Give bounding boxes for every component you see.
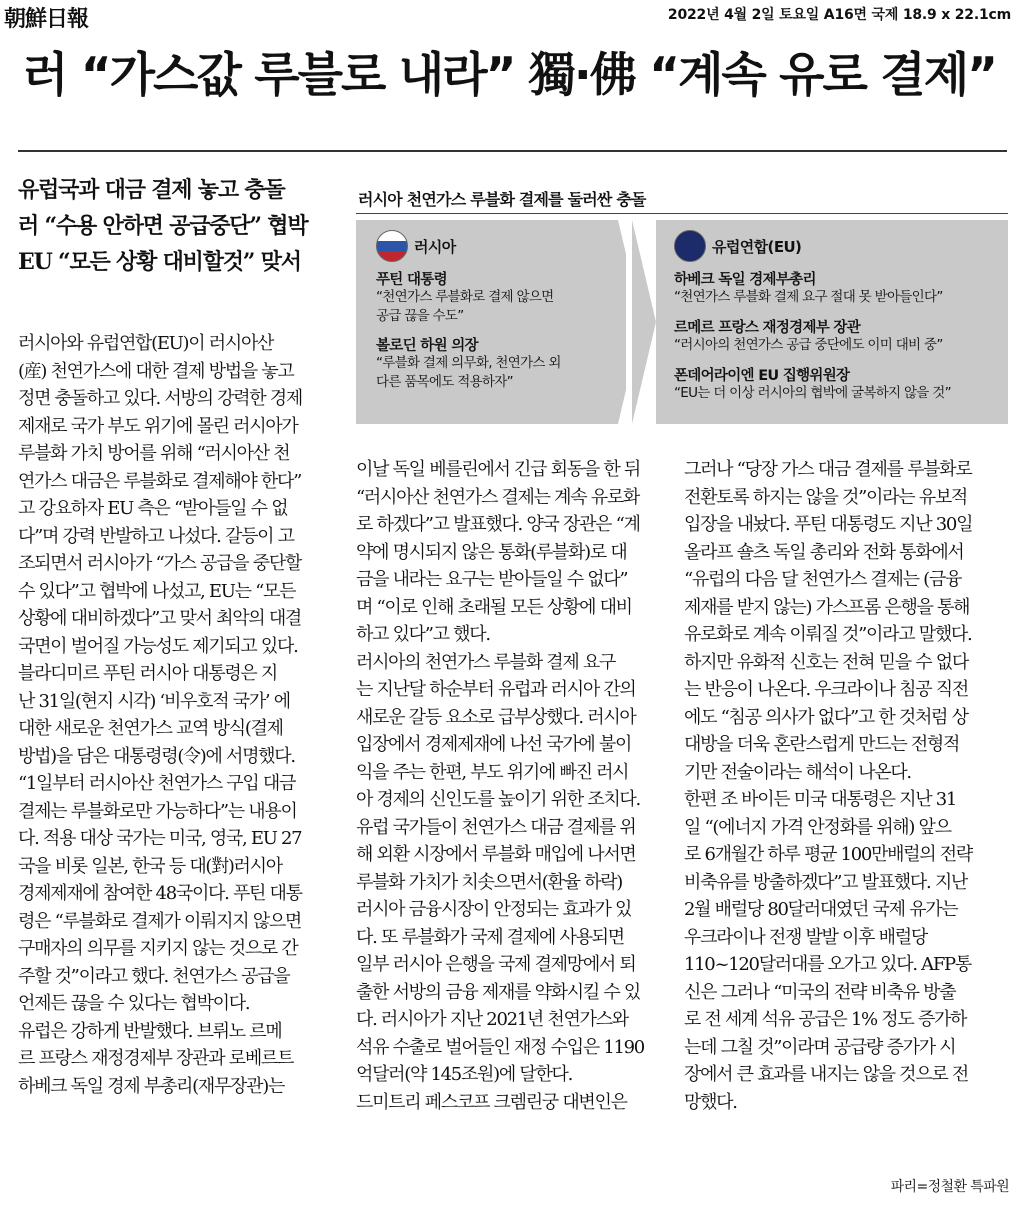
article-line: 르 프랑스 재정경제부 장관과 로베르트: [18, 1048, 294, 1069]
article-line: 신은 그러나 “미국의 전략 비축유 방출: [684, 981, 956, 1003]
byline: 파리=정철환 특파원: [890, 1179, 1009, 1195]
article-column-1: [18, 330, 302, 1100]
article-line: 우크라이나 전쟁 발발 이후 배럴당: [684, 926, 927, 948]
subheadings: [18, 172, 338, 280]
subhead-2: 러 “수용 안하면 공급중단” 협박: [18, 213, 308, 239]
article-line: 는 반응이 나온다. 우크라이나 침공 직전: [684, 679, 968, 700]
article-line: 에도 “침공 의사가 없다”고 한 것처럼 상: [684, 706, 968, 728]
article-line: 국면이 벌어질 가능성도 제기되고 있다.: [18, 635, 298, 657]
article-column-2: [356, 456, 644, 1116]
article-line: 입장을 내놨다. 푸틴 대통령도 지난 30일: [684, 514, 973, 535]
eu-header: [674, 230, 801, 262]
eu-label: 유럽연합(EU): [712, 237, 802, 256]
article-line: 상황에 대비하겠다”고 맞서 최악의 대결: [18, 608, 301, 629]
article-line: 석유 수출로 벌어들인 재정 수입은 1190: [356, 1036, 644, 1058]
article-line: 로 하겠다”고 발표했다. 양국 장관은 “계: [356, 514, 640, 535]
article-line: 난 31일(현지 시각) ‘비우호적 국가’ 에: [18, 690, 290, 712]
article-line: 망했다.: [684, 1091, 737, 1113]
article-line: 비축유를 방출하겠다”고 발표했다. 지난: [684, 871, 967, 893]
speaker-name: 폰데어라이엔 EU 집행위원장: [674, 368, 850, 384]
quote-line: “루블화 결제 의무화, 천연가스 외: [376, 355, 561, 371]
article-line: 수 있다”고 협박에 나섰고, EU는 “모든: [18, 580, 296, 602]
article-line: 해 외환 시장에서 루블화 매입에 나서면: [356, 844, 636, 865]
graphic-title: 러시아 천연가스 루블화 결제를 둘러싼 충돌: [356, 187, 1008, 214]
article-line: 루블화 가치가 치솟으면서(환율 하락): [356, 871, 623, 893]
article-line: 연가스 대금은 루블화로 결제해야 한다”: [18, 470, 301, 492]
article-line: 로 전 세계 석유 공급은 1% 정도 증가하: [684, 1009, 967, 1030]
article-line: 장에서 큰 효과를 내지는 않을 것으로 전: [684, 1064, 968, 1085]
article-line: 러시아의 천연가스 루블화 결제 요구: [356, 651, 616, 673]
article-line: 다. 적용 대상 국가는 미국, 영국, EU 27: [18, 828, 302, 849]
article-line: 조되면서 러시아가 “가스 공급을 중단할: [18, 553, 301, 574]
article-line: 일부 러시아 은행을 국제 결제망에서 퇴: [356, 954, 636, 975]
eu-flag-icon: [674, 230, 706, 262]
article-line: 는 지난달 하순부터 유럽과 러시아 간의: [356, 679, 636, 700]
subhead-1: 유럽국과 대금 결제 놓고 충돌: [18, 177, 285, 203]
article-line: 는데 그칠 것”이라며 공급량 증가가 시: [684, 1036, 956, 1058]
article-line: 구매자의 의무를 지키지 않는 것으로 간: [18, 938, 298, 959]
russia-flag-icon: [376, 230, 408, 262]
article-line: 고 강요하자 EU 측은 “받아들일 수 없: [18, 498, 288, 519]
article-line: “유럽의 다음 달 천연가스 결제는 (금융: [684, 569, 962, 590]
speaker-quote: [376, 354, 561, 392]
speaker-name: 볼로딘 하원 의장: [376, 338, 478, 354]
article-line: 억달러(약 145조원)에 달한다.: [356, 1064, 573, 1085]
article-line: 전환토록 하지는 않을 것”이라는 유보적: [684, 486, 967, 508]
article-line: 경제제재에 참여한 48국이다. 푸틴 대통: [18, 883, 302, 904]
article-line: 그러나 “당장 가스 대금 결제를 루블화로: [684, 459, 972, 480]
article-line: 언제든 끊을 수 있다는 협박이다.: [18, 993, 250, 1014]
article-line: 러시아와 유럽연합(EU)이 러시아산: [18, 333, 274, 354]
russia-label: 러시아: [414, 237, 456, 256]
article-line: 출한 서방의 금융 제재를 약화시킬 수 있: [356, 981, 640, 1003]
article-line: 령은 “루블화로 결제가 이뤄지지 않으면: [18, 910, 301, 932]
article-line: 하베크 독일 경제 부총리(재무장관)는: [18, 1075, 285, 1097]
article-line: 다. 러시아가 지난 2021년 천연가스와: [356, 1009, 628, 1030]
article-line: 하지만 유화적 신호는 전혀 믿을 수 없다: [684, 651, 968, 673]
article-line: 다. 또 루블화가 국제 결제에 사용되면: [356, 926, 624, 948]
quote-line: “천연가스 루블화로 결제 않으면: [376, 289, 554, 305]
article-line: 국을 비롯 일본, 한국 등 대(對)러시아: [18, 855, 282, 877]
article-line: 제재로 국가 부도 위기에 몰린 러시아가: [18, 415, 298, 437]
article-line: 금을 내라는 요구는 받아들일 수 없다”: [356, 569, 628, 590]
article-line: “러시아산 천연가스 결제는 계속 유로화: [356, 486, 639, 508]
article-line: 로 6개월간 하루 평균 100만배럴의 전략: [684, 844, 972, 865]
article-line: 일 “(에너지 가격 안정화를 위해) 앞으: [684, 816, 951, 838]
article-line: 이날 독일 베를린에서 긴급 회동을 한 뒤: [356, 459, 640, 480]
article-line: 한편 조 바이든 미국 대통령은 지난 31: [684, 789, 957, 810]
conflict-graphic: [356, 187, 1008, 429]
subhead-3: EU “모든 상황 대비할것” 맞서: [18, 249, 301, 275]
article-column-3: [684, 456, 972, 1116]
speaker-quote: “러시아의 천연가스 공급 중단에도 이미 대비 중”: [674, 337, 943, 353]
article-line: 110~120달러대를 오가고 있다. AFP통: [684, 954, 971, 975]
top-rule: [18, 150, 1007, 152]
quote-line: 다른 품목에도 적용하자”: [376, 374, 513, 390]
article-line: 다”며 강력 반발하고 나섰다. 갈등이 고: [18, 525, 294, 547]
article-line: 정면 충돌하고 있다. 서방의 강력한 경제: [18, 388, 302, 409]
article-line: 주할 것”이라고 했다. 천연가스 공급을: [18, 965, 290, 987]
dateline: 2022년 4월 2일 토요일 A16면 국제 18.9 x 22.1cm: [667, 7, 1011, 23]
article-line: 제재를 받지 않는) 가스프롬 은행을 통해: [684, 596, 970, 618]
speaker-quote: [376, 288, 554, 326]
article-line: 유럽 국가들이 천연가스 대금 결제를 위: [356, 816, 636, 838]
speaker-quote: “EU는 더 이상 러시아의 협박에 굴복하지 않을 것”: [674, 385, 951, 401]
headline: 러 “가스값 루블로 내라” 獨·佛 “계속 유로 결제”: [23, 48, 996, 103]
speaker-name: 하베크 독일 경제부총리: [674, 272, 816, 288]
article-line: 올라프 숄츠 독일 총리와 전화 통화에서: [684, 541, 964, 563]
article-line: 블라디미르 푸틴 러시아 대통령은 지: [18, 663, 278, 684]
article-line: 러시아 금융시장이 안정되는 효과가 있: [356, 899, 632, 920]
article-line: “1일부터 러시아산 천연가스 구입 대금: [18, 773, 296, 794]
russia-header: [376, 230, 456, 262]
article-line: 대한 새로운 천연가스 교역 방식(결제: [18, 718, 283, 739]
article-line: 대방을 더욱 혼란스럽게 만드는 전형적: [684, 734, 960, 755]
article-line: 유럽은 강하게 반발했다. 브뤼노 르메: [18, 1020, 282, 1042]
speaker-quote: “천연가스 루블화 결제 요구 절대 못 받아들인다”: [674, 289, 943, 305]
article-line: 루블화 가치 방어를 위해 “러시아산 천: [18, 443, 290, 464]
article-line: 새로운 갈등 요소로 급부상했다. 러시아: [356, 706, 636, 728]
speaker-name: 르메르 프랑스 재정경제부 장관: [674, 320, 861, 336]
masthead-logo: 朝鮮日報: [4, 6, 89, 32]
article-line: 드미트리 페스코프 크렘린궁 대변인은: [356, 1091, 627, 1113]
article-line: 결제는 루블화로만 가능하다”는 내용이: [18, 800, 297, 822]
article-line: 익을 주는 한편, 부도 위기에 빠진 러시: [356, 761, 629, 783]
article-line: 하고 있다”고 했다.: [356, 624, 490, 645]
arrow-shape-2: [632, 220, 656, 424]
quote-line: 공급 끊을 수도”: [376, 308, 464, 324]
article-line: 방법)을 담은 대통령령(令)에 서명했다.: [18, 745, 295, 767]
article-line: 며 “이로 인해 초래될 모든 상황에 대비: [356, 596, 632, 618]
article-line: 입장에서 경제제재에 나선 국가에 불이: [356, 734, 632, 755]
article-line: (産) 천연가스에 대한 결제 방법을 놓고: [18, 360, 294, 382]
article-line: 약에 명시되지 않은 통화(루블화)로 대: [356, 541, 627, 563]
article-line: 유로화로 계속 이뤄질 것”이라고 말했다.: [684, 624, 972, 645]
article-line: 2월 배럴당 80달러대였던 국제 유가는: [684, 899, 958, 920]
speaker-name: 푸틴 대통령: [376, 272, 447, 288]
article-line: 기만 전술이라는 해석이 나온다.: [684, 761, 911, 783]
article-line: 아 경제의 신인도를 높이기 위한 조치다.: [356, 789, 640, 810]
